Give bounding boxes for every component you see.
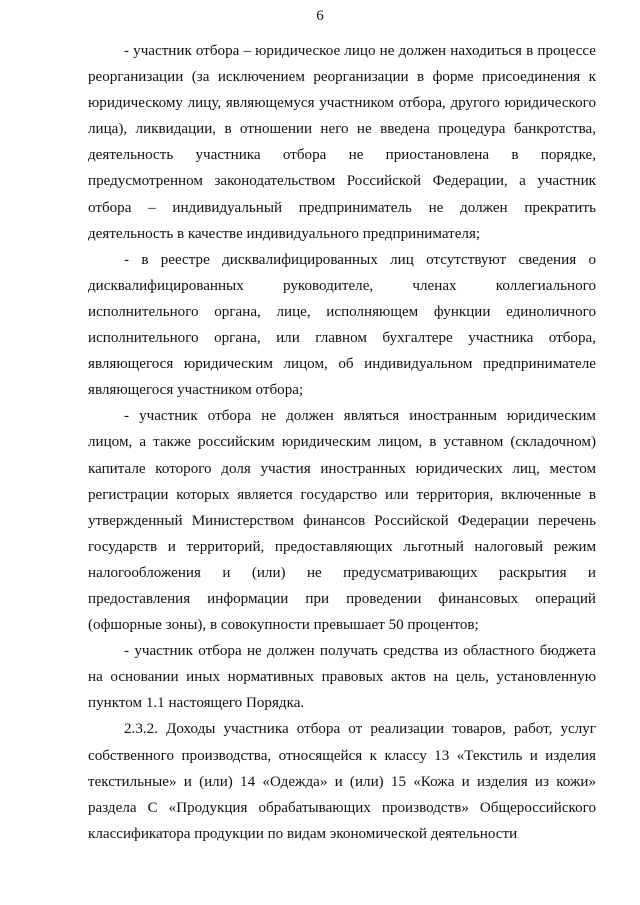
document-body [88,38,596,847]
paragraph-requirement-regional-budget: - участник отбора не должен получать средства из областного бюджета на основании иных нормативных правовых актов на цель, установленную пунктом 1.1 настоящего Порядка. [88,643,596,712]
paragraph-requirement-disqualified-persons: - в реестре дисквалифицированных лиц отсутствуют сведения о дисквалифицированных руководителе, членах коллегиального исполнительного органа, лице, исполняющем функции единоличного исполнительного органа, или главном бухгалтере участника отбора, являющегося юридическим лицом, об индивидуальном предпринимателе являющегося участником отбора; [88,251,596,399]
paragraph-section-2-3-2: 2.3.2. Доходы участника отбора от реализации товаров, работ, услуг собственного производства, относящейся к классу 13 «Текстиль и изделия текстильные» и (или) 14 «Одежда» и (или) 15 «Кожа и изделия из кожи» раздела C «Продукция обрабатывающих производств» Общероссийского классификатора продукции по видам экономической деятельности [88,721,596,842]
paragraph-requirement-foreign-entity: - участник отбора не должен являться иностранным юридическим лицом, а также российским юридическим лицом, в уставном (складочном) капитале которого доля участия иностранных юридических лиц, местом регистрации которых является государство или территория, включенные в утвержденный Министерством финансов Российской Федерации перечень государств и территорий, предоставляющих льготный налоговый режим налогообложения и (или) не предусматривающих раскрытия и предоставления информации при проведении финансовых операций (офшорные зоны), в совокупности превышает 50 процентов; [88,408,596,634]
page-number: 6 [316,8,324,24]
paragraph-requirement-reorganization: - участник отбора – юридическое лицо не должен находиться в процессе реорганизации (за исключением реорганизации в форме присоединения к юридическому лицу, являющемуся участником отбора, другого юридического лица), ликвидации, в отношении него не введена процедура банкротства, деятельность участника отбора не приостановлена в порядке, предусмотренном законодательством Российской Федерации, а участник отбора – индивидуальный предприниматель не должен прекратить деятельность в качестве индивидуального предпринимателя; [88,43,596,242]
